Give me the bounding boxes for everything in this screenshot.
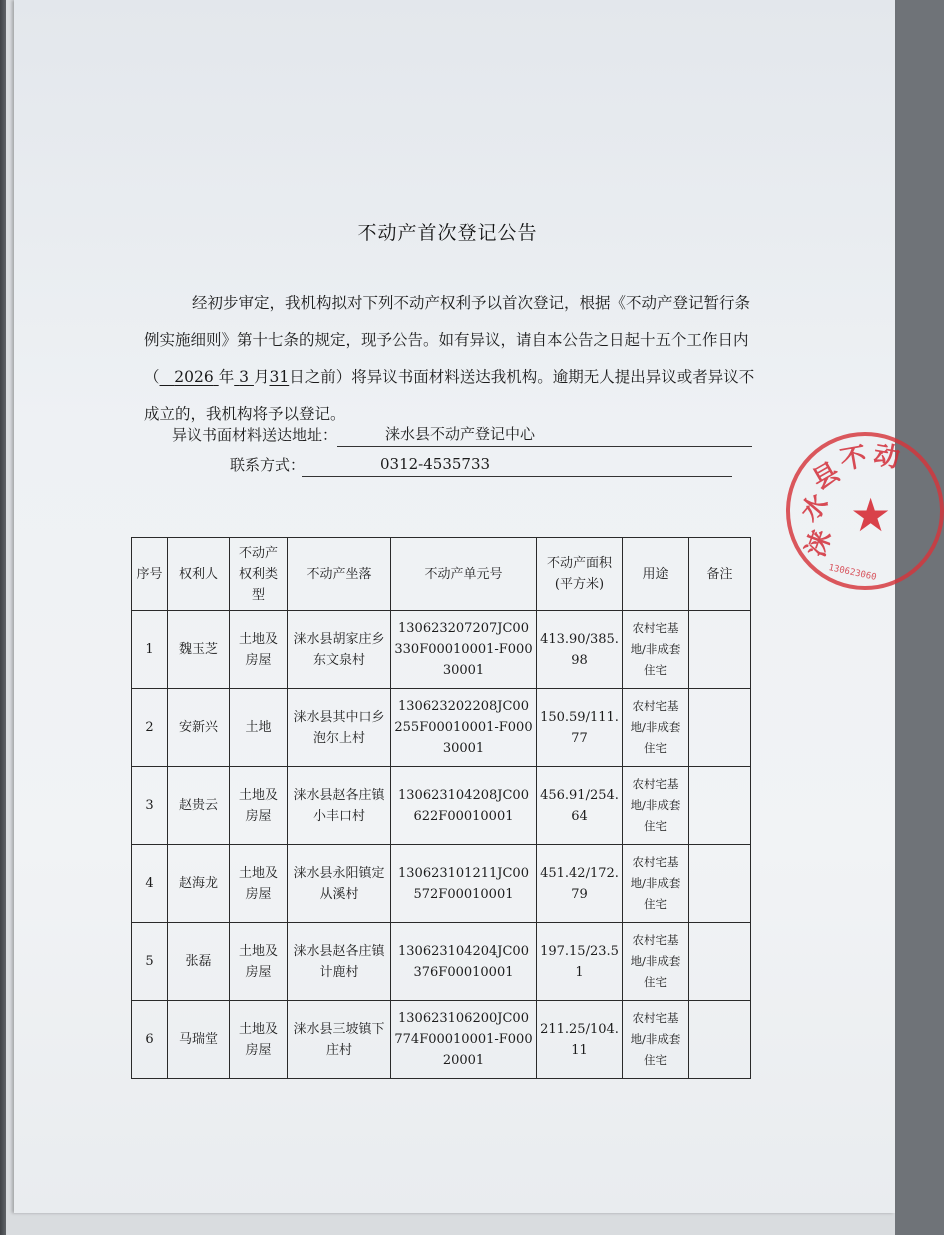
- body-part2: 将异议书面材料送达我机构。逾期无人提出异议或者异议不成立的，我机构将予以登记。: [144, 368, 755, 423]
- cell-type: 土地及房屋: [230, 923, 288, 1001]
- notice-title: 不动产首次登记公告: [357, 222, 538, 244]
- deadline-month: 3: [239, 368, 250, 386]
- seal-star-icon: ★: [850, 488, 892, 542]
- address-label: 异议书面材料送达地址：: [172, 426, 338, 444]
- cell-no: 3: [132, 767, 168, 845]
- cell-note: [689, 923, 751, 1001]
- cell-type: 土地及房屋: [230, 845, 288, 923]
- phone-label: 联系方式：: [230, 456, 306, 474]
- seal-char-2: 水: [795, 488, 835, 528]
- cell-unit: 130623104208JC00622F00010001: [391, 767, 537, 845]
- phone-value-line: [302, 454, 732, 477]
- cell-no: 2: [132, 689, 168, 767]
- phone-row: [230, 454, 491, 475]
- cell-location: 涞水县胡家庄乡东文泉村: [288, 611, 391, 689]
- cell-type: 土地及房屋: [230, 1001, 288, 1079]
- table-row: [132, 1001, 751, 1079]
- header-use: 用途: [623, 538, 689, 611]
- cell-area: 150.59/111.77: [537, 689, 623, 767]
- deadline-day: 31: [269, 368, 290, 386]
- seal-char-4: 不: [838, 441, 869, 476]
- table-header-row: [132, 538, 751, 611]
- cell-owner: 魏玉芝: [168, 611, 230, 689]
- cell-area: 197.15/23.51: [537, 923, 623, 1001]
- header-unit: 不动产单元号: [391, 538, 537, 611]
- cell-owner: 马瑞堂: [168, 1001, 230, 1079]
- registration-table: [131, 537, 751, 1079]
- official-seal: [786, 432, 944, 590]
- cell-unit: 130623104204JC00376F00010001: [391, 923, 537, 1001]
- cell-unit: 130623207207JC00330F00010001-F00030001: [391, 611, 537, 689]
- seal-number: 130623060: [827, 563, 878, 583]
- cell-location: 涞水县其中口乡泡尔上村: [288, 689, 391, 767]
- table-row: [132, 767, 751, 845]
- seal-char-5: 动: [871, 439, 902, 474]
- cell-location: 涞水县三坡镇下庄村: [288, 1001, 391, 1079]
- cell-no: 5: [132, 923, 168, 1001]
- cell-type: 土地及房屋: [230, 767, 288, 845]
- cell-note: [689, 689, 751, 767]
- seal-char-1: 涞: [800, 526, 838, 561]
- header-note: 备注: [689, 538, 751, 611]
- header-area: 不动产面积(平方米): [537, 538, 623, 611]
- cell-owner: 张磊: [168, 923, 230, 1001]
- cell-area: 451.42/172.79: [537, 845, 623, 923]
- cell-note: [689, 611, 751, 689]
- cell-use: 农村宅基地/非成套住宅: [623, 767, 689, 845]
- cell-unit: 130623202208JC00255F00010001-F00030001: [391, 689, 537, 767]
- cell-use: 农村宅基地/非成套住宅: [623, 845, 689, 923]
- notice-body: 经初步审定，我机构拟对下列不动产权利予以首次登记，根据《不动产登记暂行条例实施细则》第十七条的规定，现予公告。如有异议，请自本公告之日起十五个工作日内（ 2026 年 3 月31日之前）将异议书面材料送达我机构。逾期无人提出异议或者异议不成立的，我机构将予以登记。: [144, 294, 755, 423]
- header-owner: 权利人: [168, 538, 230, 611]
- phone-value: 0312-4535733: [380, 455, 491, 473]
- cell-use: 农村宅基地/非成套住宅: [623, 689, 689, 767]
- cell-owner: 安新兴: [168, 689, 230, 767]
- cell-note: [689, 845, 751, 923]
- header-location: 不动产坐落: [288, 538, 391, 611]
- cell-type: 土地及房屋: [230, 611, 288, 689]
- cell-area: 456.91/254.64: [537, 767, 623, 845]
- cell-note: [689, 767, 751, 845]
- address-row: [172, 424, 536, 445]
- cell-area: 413.90/385.98: [537, 611, 623, 689]
- table-row: [132, 689, 751, 767]
- cell-area: 211.25/104.11: [537, 1001, 623, 1079]
- address-value: 涞水县不动产登记中心: [385, 425, 536, 443]
- cell-location: 涞水县赵各庄镇计鹿村: [288, 923, 391, 1001]
- address-value-line: [337, 424, 752, 447]
- cell-unit: 130623106200JC00774F00010001-F00020001: [391, 1001, 537, 1079]
- table-row: [132, 923, 751, 1001]
- table-row: [132, 611, 751, 689]
- cell-no: 4: [132, 845, 168, 923]
- cell-location: 涞水县赵各庄镇小丰口村: [288, 767, 391, 845]
- cell-unit: 130623101211JC00572F00010001: [391, 845, 537, 923]
- cell-type: 土地: [230, 689, 288, 767]
- cell-owner: 赵海龙: [168, 845, 230, 923]
- header-type: 不动产权利类型: [230, 538, 288, 611]
- cell-location: 涞水县永阳镇定从溪村: [288, 845, 391, 923]
- cell-note: [689, 1001, 751, 1079]
- body-part1: 经初步审定，我机构拟对下列不动产权利予以首次登记，根据《不动产登记暂行条例实施细则》第十七条的规定，现予公告。如有异议，请自本公告之日起十五个工作日内（: [144, 294, 751, 386]
- cell-use: 农村宅基地/非成套住宅: [623, 611, 689, 689]
- cell-no: 1: [132, 611, 168, 689]
- cell-owner: 赵贵云: [168, 767, 230, 845]
- seal-char-3: 县: [807, 457, 846, 497]
- table-row: [132, 845, 751, 923]
- header-no: 序号: [132, 538, 168, 611]
- cell-use: 农村宅基地/非成套住宅: [623, 923, 689, 1001]
- deadline-year: 2026: [174, 368, 214, 386]
- cell-use: 农村宅基地/非成套住宅: [623, 1001, 689, 1079]
- cell-no: 6: [132, 1001, 168, 1079]
